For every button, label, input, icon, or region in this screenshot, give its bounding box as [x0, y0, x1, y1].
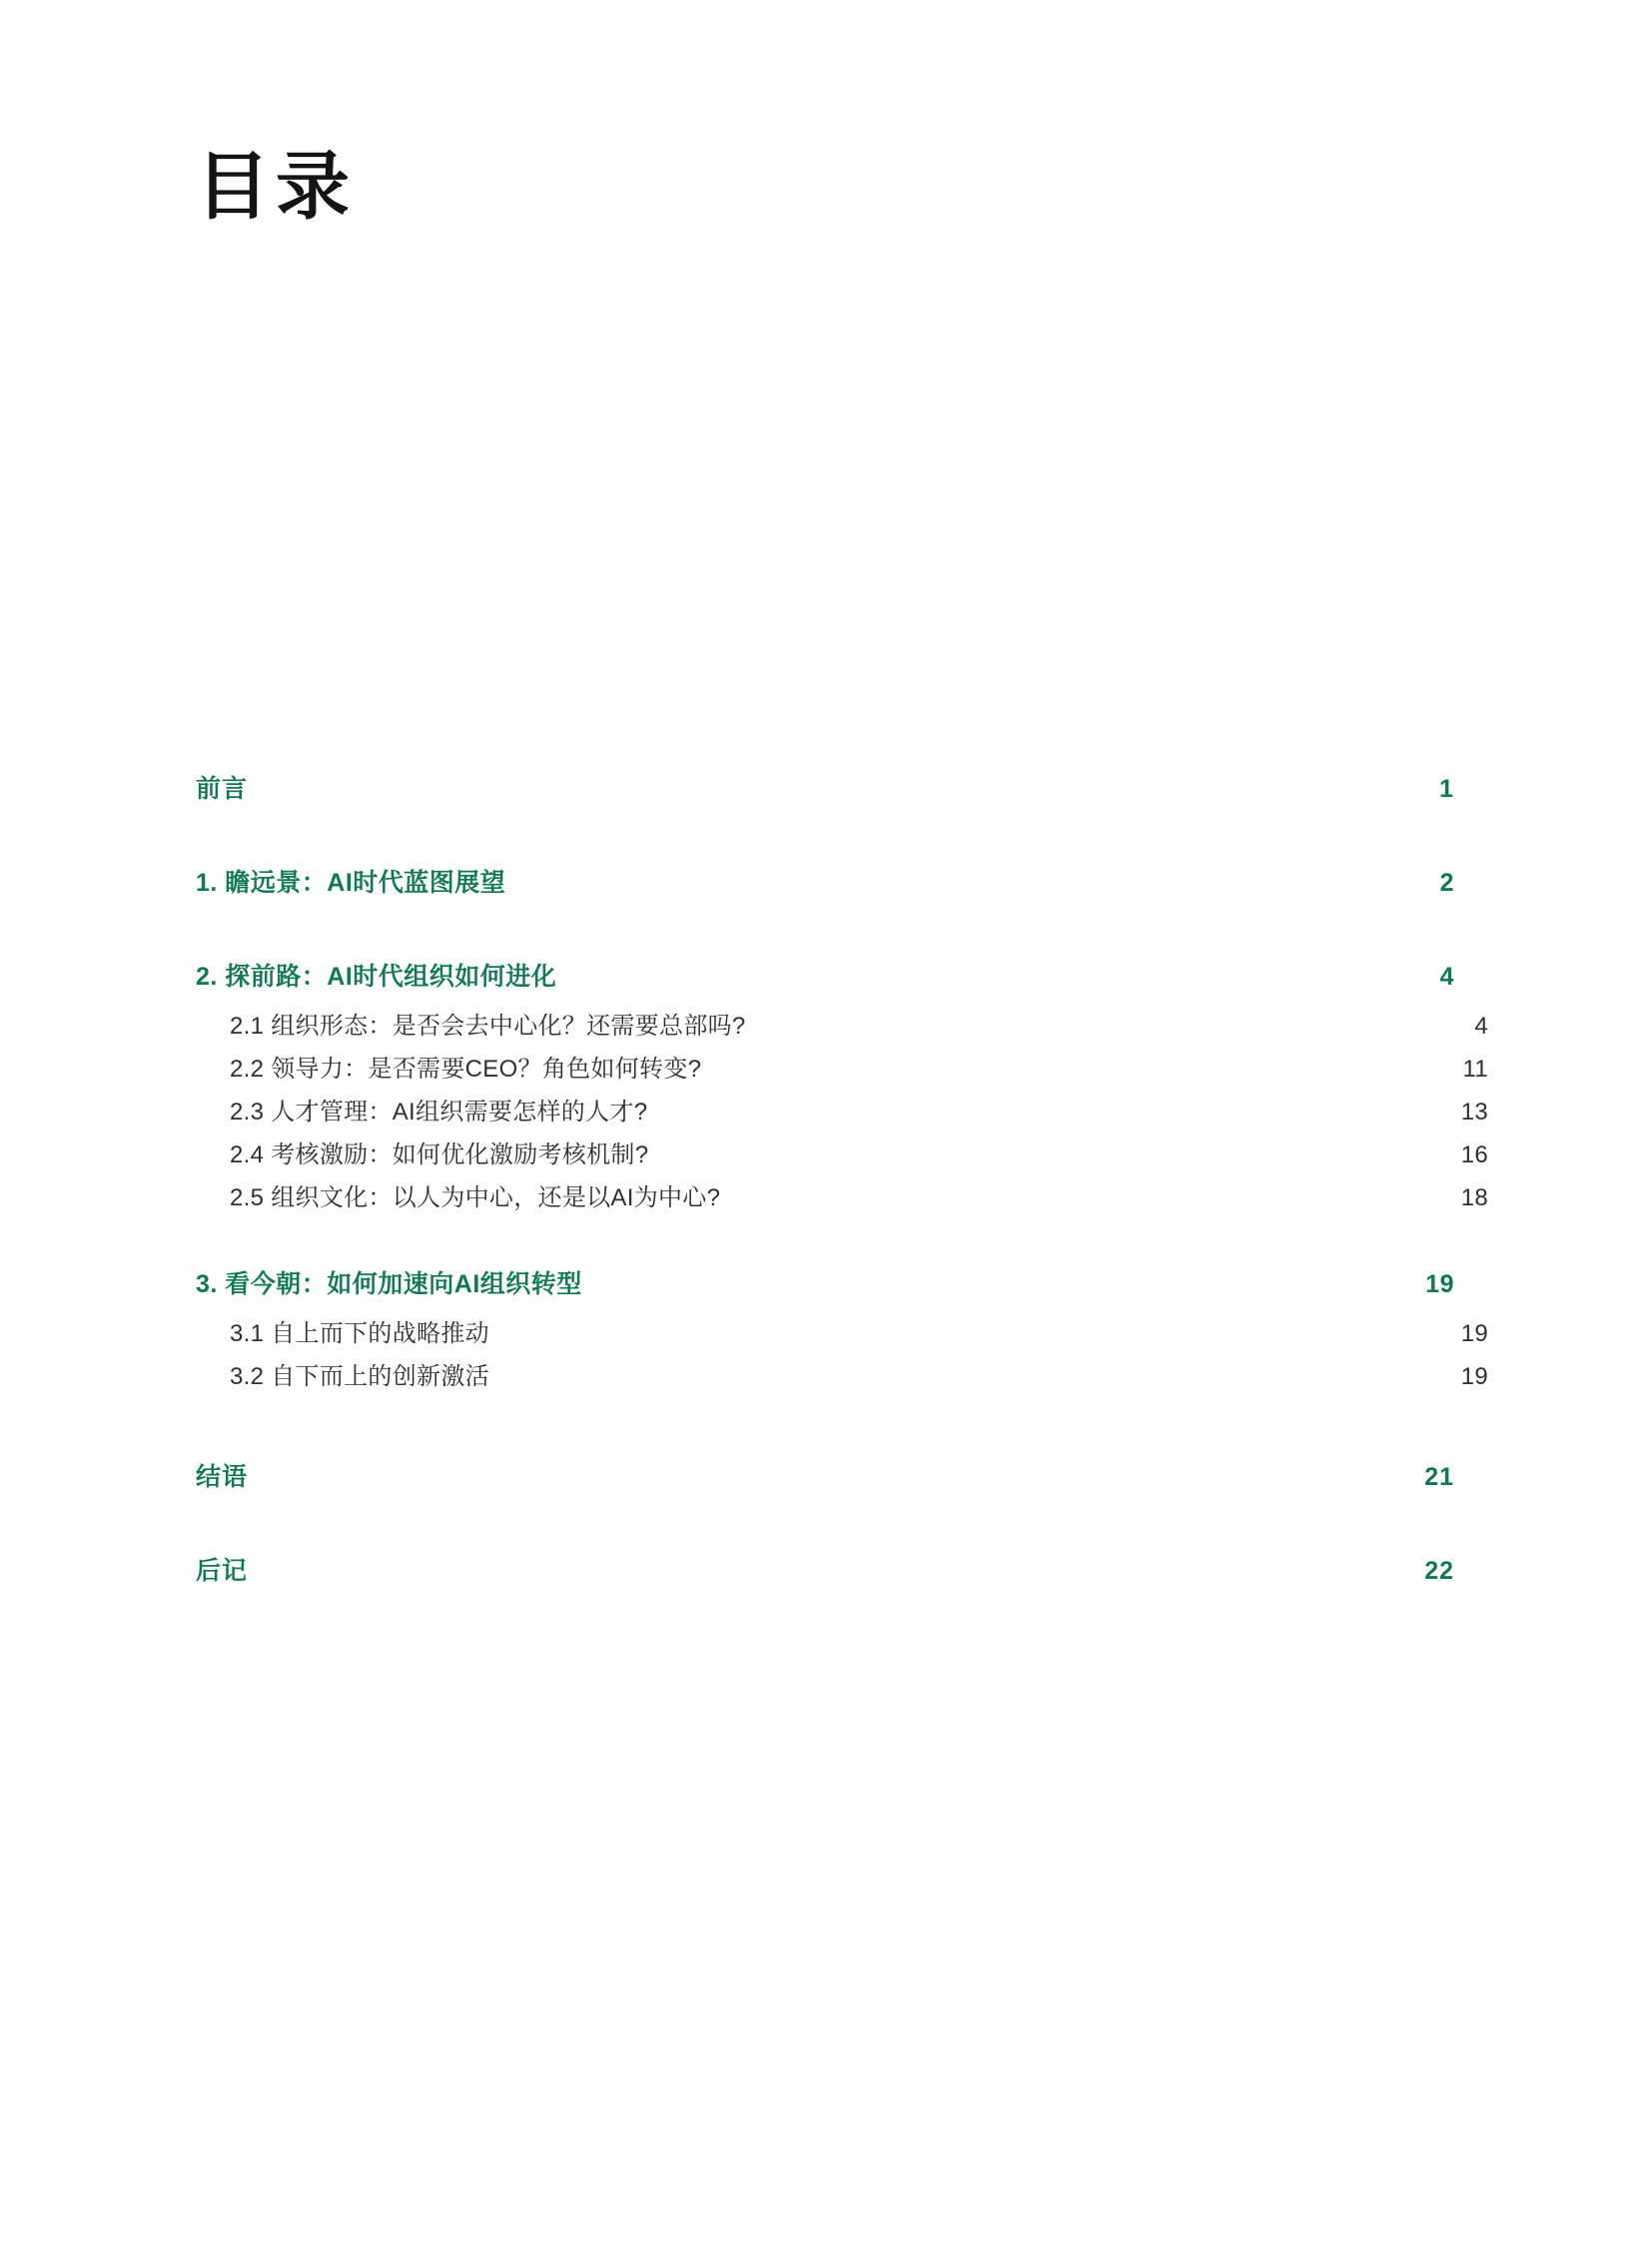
toc-entry-label: 3. 看今朝：如何加速向AI组织转型 — [196, 1270, 582, 1298]
toc-entry-label: 结语 — [196, 1463, 249, 1491]
toc-entry-label: 2.1 组织形态：是否会去中心化？还需要总部吗? — [230, 1013, 746, 1040]
toc-entry-label: 1. 瞻远景：AI时代蓝图展望 — [196, 869, 506, 897]
toc-entry-label: 2.4 考核激励：如何优化激励考核机制? — [230, 1141, 649, 1168]
toc-entry-label: 2.5 组织文化：以人为中心，还是以AI为中心? — [230, 1184, 721, 1211]
spacer — [196, 805, 1454, 863]
toc-entry-label: 3.1 自上而下的战略推动 — [230, 1320, 489, 1347]
page-title: 目录 — [196, 144, 356, 230]
toc-entry-section-2-5[interactable] — [196, 1177, 1488, 1220]
toc-entry-label: 2. 探前路：AI时代组织如何进化 — [196, 963, 557, 991]
toc-entry-section-2-1[interactable] — [196, 1006, 1488, 1049]
spacer — [196, 1300, 1454, 1313]
toc-entry-preface[interactable] — [196, 769, 1454, 805]
toc-entry-label: 前言 — [196, 775, 249, 803]
toc-entry-page: 19 — [1460, 1363, 1488, 1390]
toc-entry-chapter-2[interactable] — [196, 957, 1454, 993]
toc-entry-section-2-2[interactable] — [196, 1049, 1488, 1092]
toc-entry-section-2-3[interactable] — [196, 1092, 1488, 1134]
toc-entry-section-3-2[interactable] — [196, 1356, 1488, 1399]
toc-entry-conclusion[interactable] — [196, 1457, 1454, 1493]
toc-entry-page: 4 — [1439, 963, 1454, 991]
spacer — [196, 993, 1454, 1006]
toc-entry-label: 后记 — [196, 1557, 249, 1585]
toc-entry-section-3-1[interactable] — [196, 1313, 1488, 1356]
toc-entry-chapter-3[interactable] — [196, 1264, 1454, 1300]
spacer — [196, 899, 1454, 957]
toc-entry-label: 3.2 自下而上的创新激活 — [230, 1363, 489, 1390]
toc-entry-page: 21 — [1424, 1463, 1454, 1491]
toc-entry-page: 13 — [1460, 1099, 1488, 1125]
toc-entry-page: 19 — [1425, 1270, 1454, 1298]
toc-entry-page: 22 — [1424, 1557, 1454, 1585]
toc-entry-page: 16 — [1460, 1141, 1488, 1168]
toc-entry-page: 18 — [1460, 1184, 1488, 1211]
spacer — [196, 1399, 1454, 1457]
spacer — [196, 1220, 1454, 1264]
toc-entry-page: 1 — [1439, 775, 1454, 803]
toc-entry-afterword[interactable] — [196, 1551, 1454, 1587]
toc-entry-label: 2.3 人才管理：AI组织需要怎样的人才? — [230, 1099, 648, 1125]
toc-entry-page: 2 — [1439, 869, 1454, 897]
toc-entry-label: 2.2 领导力：是否需要CEO？角色如何转变? — [230, 1056, 702, 1083]
toc-entry-page: 4 — [1474, 1013, 1488, 1040]
toc-entry-page: 11 — [1462, 1056, 1488, 1083]
toc-entry-chapter-1[interactable] — [196, 863, 1454, 899]
toc-entry-page: 19 — [1460, 1320, 1488, 1347]
table-of-contents — [196, 769, 1488, 1587]
spacer — [196, 1493, 1454, 1551]
toc-entry-section-2-4[interactable] — [196, 1134, 1488, 1177]
